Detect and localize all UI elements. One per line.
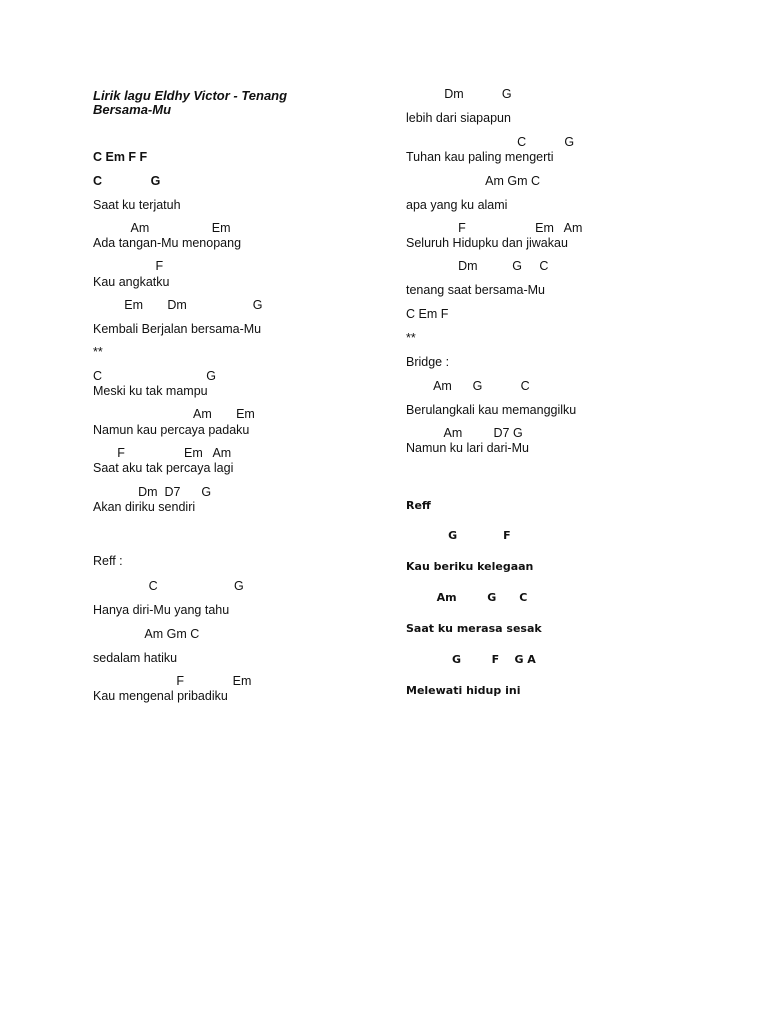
intro-chords: C Em F F (93, 150, 148, 164)
chord-line: F Em Am (93, 446, 232, 460)
song-title-line-2: Bersama-Mu (93, 102, 172, 117)
chord-line: C G (93, 174, 161, 188)
chord-line: Dm D7 G (93, 485, 212, 499)
chord-line: Am Em (93, 407, 255, 421)
chord-line: C G (93, 579, 244, 593)
lyric-line: Akan diriku sendiri (93, 500, 196, 514)
chord-line: Am D7 G (406, 426, 523, 440)
chord-line: G F (406, 529, 511, 542)
chord-line: Am G C (406, 591, 528, 604)
reff2-label: Reff (406, 499, 431, 512)
lyric-line: Ada tangan-Mu menopang (93, 236, 242, 250)
lyric-line: Saat ku merasa sesak (406, 622, 542, 635)
lyric-line: Berulangkali kau memanggilku (406, 403, 577, 417)
lyric-line: Kembali Berjalan bersama-Mu (93, 322, 262, 336)
lyric-line: Hanya diri-Mu yang tahu (93, 603, 230, 617)
lyric-line: apa yang ku alami (406, 198, 508, 212)
lyric-line: Namun ku lari dari-Mu (406, 441, 529, 455)
chord-line: C G (406, 135, 575, 149)
chord-line: Am Gm C (93, 627, 200, 641)
bridge-label: Bridge : (406, 355, 450, 369)
chord-line: Am G C (406, 379, 530, 393)
lyric-line: sedalam hatiku (93, 651, 178, 665)
lyric-line: Saat ku terjatuh (93, 198, 181, 212)
chord-line: F Em Am (406, 221, 583, 235)
outro-chords: C Em F (406, 307, 449, 321)
lyric-line: Tuhan kau paling mengerti (406, 150, 554, 164)
lyric-line: Melewati hidup ini (406, 684, 521, 697)
chord-line: Am Gm C (406, 174, 541, 188)
lyric-line: Meski ku tak mampu (93, 384, 208, 398)
chord-line: Dm G C (406, 259, 549, 273)
lyric-line: Seluruh Hidupku dan jiwakau (406, 236, 568, 250)
chord-line: F Em (93, 674, 252, 688)
song-title-line-1: Lirik lagu Eldhy Victor - Tenang (93, 88, 288, 103)
section-marker: ** (406, 331, 416, 345)
chord-line: Am Em (93, 221, 231, 235)
lyric-line: lebih dari siapapun (406, 111, 511, 125)
chord-line: C G (93, 369, 216, 383)
lyric-line: tenang saat bersama-Mu (406, 283, 545, 297)
lyric-line: Namun kau percaya padaku (93, 423, 250, 437)
lyric-line: Kau mengenal pribadiku (93, 689, 228, 703)
lyric-line: Kau angkatku (93, 275, 170, 289)
chord-line: Em Dm G (93, 298, 263, 312)
lyric-line: Saat aku tak percaya lagi (93, 461, 234, 475)
chord-line: F (93, 259, 164, 273)
section-marker: ** (93, 345, 103, 359)
reff-label: Reff : (93, 554, 123, 568)
chord-line: Dm G (406, 87, 512, 101)
chord-line: G F G A (406, 653, 536, 666)
lyric-line: Kau beriku kelegaan (406, 560, 534, 573)
